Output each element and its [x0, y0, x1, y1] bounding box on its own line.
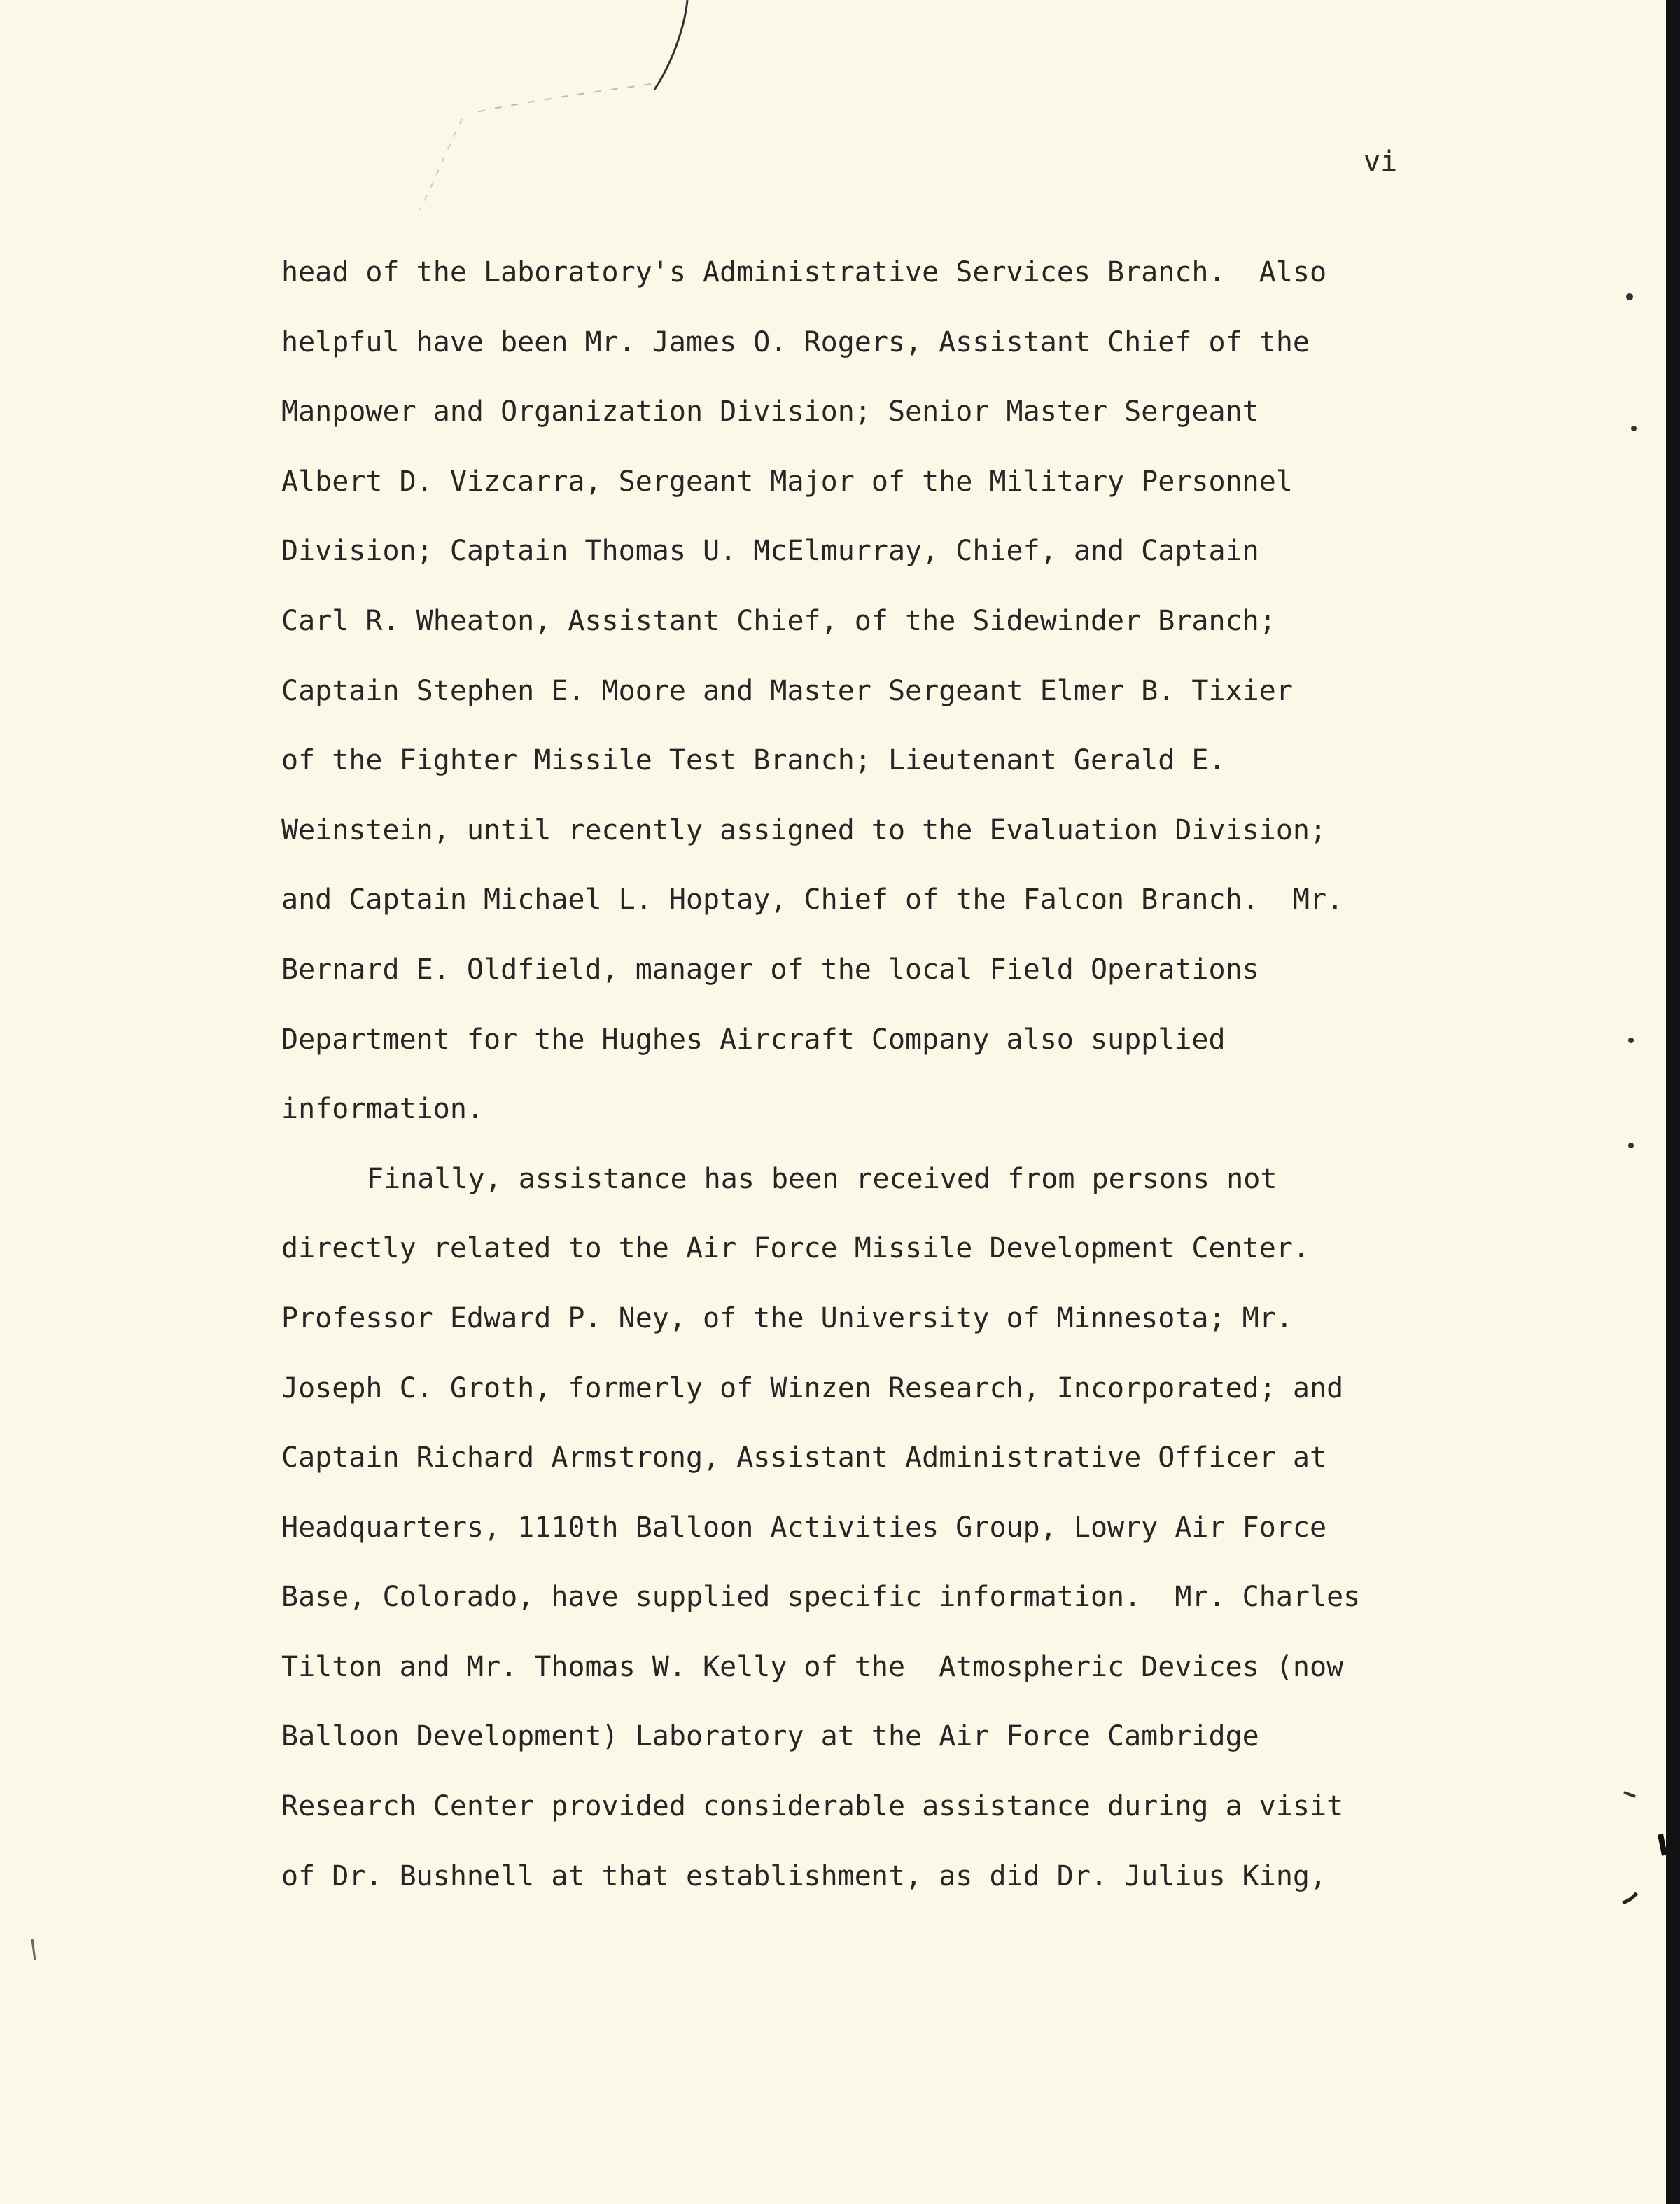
text-line: Tilton and Mr. Thomas W. Kelly of the Atmospheric Devices (now: [281, 1650, 1344, 1683]
text-line: of the Fighter Missile Test Branch; Lieutenant Gerald E.: [281, 744, 1226, 777]
text-line: Professor Edward P. Ney, of the University of Minnesota; Mr.: [281, 1302, 1293, 1334]
text-line: Carl R. Wheaton, Assistant Chief, of the Sidewinder Branch;: [281, 604, 1276, 637]
margin-tick: [32, 1939, 35, 1960]
pencil-stroke-top: [654, 0, 687, 90]
text-line: of Dr. Bushnell at that establishment, as did Dr. Julius King,: [281, 1860, 1327, 1892]
text-line: Department for the Hughes Aircraft Company also supplied: [281, 1023, 1226, 1056]
text-line: directly related to the Air Force Missile Development Center.: [281, 1232, 1310, 1265]
text-line: Manpower and Organization Division; Senior Master Sergeant: [281, 396, 1259, 428]
text-line: Captain Richard Armstrong, Assistant Administrative Officer at: [281, 1442, 1327, 1474]
text-line: Joseph C. Groth, formerly of Winzen Research, Incorporated; and: [281, 1372, 1344, 1404]
margin-tick: [1624, 1792, 1635, 1797]
text-line: and Captain Michael L. Hoptay, Chief of the Falcon Branch. Mr.: [281, 884, 1344, 916]
page-number: vi: [1364, 146, 1398, 178]
text-line: Albert D. Vizcarra, Sergeant Major of the Military Personnel: [281, 465, 1293, 498]
text-line: head of the Laboratory's Administrative Services Branch. Also: [281, 256, 1327, 288]
text-line: Division; Captain Thomas U. McElmurray, Chief, and Captain: [281, 535, 1259, 568]
paragraph: [281, 238, 1443, 1145]
margin-tick: [1660, 1834, 1665, 1855]
text-line: helpful have been Mr. James O. Rogers, Assistant Chief of the: [281, 326, 1310, 358]
text-line: Bernard E. Oldfield, manager of the local Field Operations: [281, 953, 1259, 986]
margin-dot: [1631, 426, 1637, 431]
paragraph: [281, 1145, 1443, 1912]
margin-tick: [1623, 1893, 1637, 1903]
scan-edge: [1666, 0, 1680, 2204]
text-line: information.: [281, 1093, 484, 1126]
text-line: Weinstein, until recently assigned to the Evaluation Division;: [281, 814, 1327, 846]
text-line: Headquarters, 1110th Balloon Activities Group, Lowry Air Force: [281, 1511, 1327, 1544]
margin-dot: [1626, 293, 1633, 300]
text-line: Finally, assistance has been received from persons not: [367, 1162, 1278, 1195]
pencil-stroke-faint-2: [420, 119, 462, 210]
text-line: Research Center provided considerable assistance during a visit: [281, 1790, 1344, 1823]
text-line: Base, Colorado, have supplied specific information. Mr. Charles: [281, 1581, 1361, 1614]
text-line: Captain Stephen E. Moore and Master Sergeant Elmer B. Tixier: [281, 674, 1293, 707]
text-line: Balloon Development) Laboratory at the Air Force Cambridge: [281, 1720, 1259, 1753]
margin-dot: [1628, 1143, 1634, 1148]
pencil-stroke-faint: [476, 84, 651, 112]
margin-dot: [1628, 1038, 1634, 1043]
body-text: [281, 238, 1443, 1911]
